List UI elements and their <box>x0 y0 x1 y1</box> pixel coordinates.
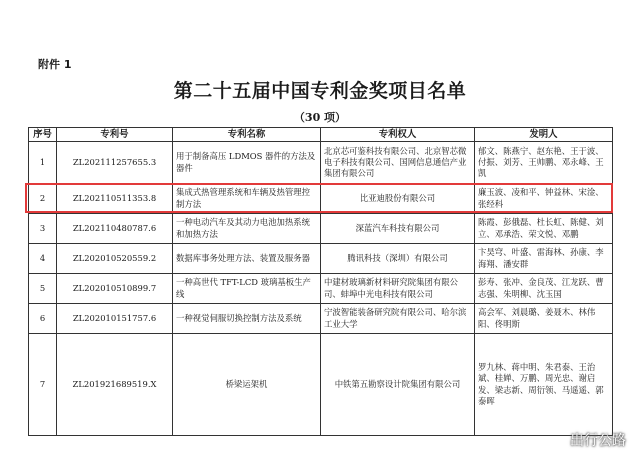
cell-patent-number: ZL202111257655.3 <box>57 142 173 184</box>
header-index: 序号 <box>29 128 57 142</box>
cell-patent-number: ZL201921689519.X <box>57 334 173 436</box>
cell-index: 1 <box>29 142 57 184</box>
cell-patent-owner: 比亚迪股份有限公司 <box>321 184 475 214</box>
cell-patent-owner: 中建材玻璃新材料研究院集团有限公司、蚌埠中光电科技有限公司 <box>321 274 475 304</box>
cell-index: 6 <box>29 304 57 334</box>
cell-patent-owner: 深蓝汽车科技有限公司 <box>321 214 475 244</box>
cell-index: 4 <box>29 244 57 274</box>
table-row <box>29 274 613 304</box>
cell-inventors: 郁文、陈燕宁、赵东艳、王于波、付振、刘芳、王帅鹏、邓永峰、王凯 <box>475 142 613 184</box>
table-header-row <box>29 128 613 142</box>
cell-patent-number: ZL202010520559.2 <box>57 244 173 274</box>
cell-inventors: 廉玉波、凌和平、钟益林、宋淦、张经科 <box>475 184 613 214</box>
cell-inventors: 罗九林、蒋中明、朱君泰、王治斌、桂婵、万鹏、周光忠、谢启发、梁志新、周衍领、马遥遥、郭泰晖 <box>475 334 613 436</box>
table-row <box>29 334 613 436</box>
table-row <box>29 214 613 244</box>
watermark-text: 出行公路 <box>570 433 626 449</box>
cell-patent-number: ZL202110511353.8 <box>57 184 173 214</box>
cell-patent-name: 一种高世代 TFT-LCD 玻璃基板生产线 <box>173 274 321 304</box>
cell-patent-name: 数据库事务处理方法、装置及服务器 <box>173 244 321 274</box>
table-row <box>29 304 613 334</box>
header-patent-number: 专利号 <box>57 128 173 142</box>
header-patent-name: 专利名称 <box>173 128 321 142</box>
cell-inventors: 彭寿、张冲、金良茂、江龙跃、曹志强、朱明柳、沈玉国 <box>475 274 613 304</box>
document-subtitle: （30 项） <box>293 111 347 124</box>
cell-index: 3 <box>29 214 57 244</box>
cell-index: 5 <box>29 274 57 304</box>
cell-patent-name: 用于制备高压 LDMOS 器件的方法及器件 <box>173 142 321 184</box>
cell-index: 7 <box>29 334 57 436</box>
cell-patent-owner: 北京芯可鉴科技有限公司、北京智芯微电子科技有限公司、国网信息通信产业集团有限公司 <box>321 142 475 184</box>
cell-patent-number: ZL202110480787.6 <box>57 214 173 244</box>
attachment-label: 附件 1 <box>38 58 72 71</box>
cell-inventors: 陈霞、彭俄磊、杜长虹、陈健、刘立、邓承浩、荣文悦、邓鹏 <box>475 214 613 244</box>
header-inventors: 发明人 <box>475 128 613 142</box>
award-table <box>28 127 613 436</box>
cell-patent-name: 桥梁运架机 <box>173 334 321 436</box>
cell-patent-name: 集成式热管理系统和车辆及热管理控制方法 <box>173 184 321 214</box>
cell-index: 2 <box>29 184 57 214</box>
table-row <box>29 244 613 274</box>
table-row <box>29 142 613 184</box>
cell-inventors: 高会军、刘晨璐、姜聂木、林伟阳、佟明斯 <box>475 304 613 334</box>
cell-patent-name: 一种电动汽车及其动力电池加热系统和加热方法 <box>173 214 321 244</box>
cell-patent-owner: 腾讯科技（深圳）有限公司 <box>321 244 475 274</box>
header-patent-owner: 专利权人 <box>321 128 475 142</box>
cell-patent-owner: 宁波智能装备研究院有限公司、哈尔滨工业大学 <box>321 304 475 334</box>
table-row <box>29 184 613 214</box>
document-title: 第二十五届中国专利金奖项目名单 <box>173 80 467 102</box>
cell-patent-number: ZL202010510899.7 <box>57 274 173 304</box>
cell-patent-name: 一种视觉伺服切换控制方法及系统 <box>173 304 321 334</box>
cell-inventors: 卞昊穹、叶盛、雷海林、孙康、李海翔、潘安群 <box>475 244 613 274</box>
cell-patent-number: ZL202010151757.6 <box>57 304 173 334</box>
cell-patent-owner: 中铁第五勘察设计院集团有限公司 <box>321 334 475 436</box>
